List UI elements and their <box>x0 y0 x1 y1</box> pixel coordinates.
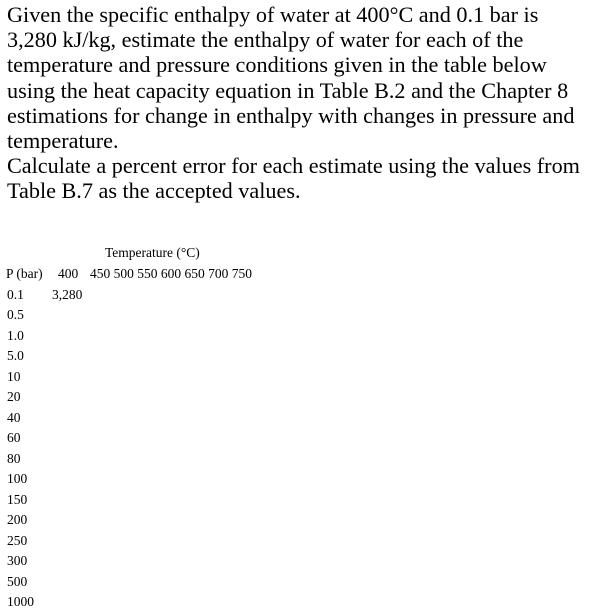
pressure-row-label: 500 <box>7 574 28 589</box>
pressure-row-label: 80 <box>7 451 21 466</box>
temperature-400-header: 400 <box>58 266 79 281</box>
pressure-row-label: 60 <box>7 430 21 445</box>
table-header-row <box>6 266 252 282</box>
pressure-row-label: 20 <box>7 389 21 404</box>
pressure-row-label: 100 <box>7 471 28 486</box>
pressure-row-label: 0.1 <box>7 287 24 302</box>
pressure-row-label: 10 <box>7 369 21 384</box>
problem-line: 3,280 kJ/kg, estimate the enthalpy of water for each of the <box>7 27 524 53</box>
pressure-row-label: 1.0 <box>7 328 24 343</box>
pressure-row-label: 1000 <box>7 594 34 609</box>
temperature-title: Temperature (°C) <box>105 245 200 260</box>
problem-line: Table B.7 as the accepted values. <box>7 178 301 204</box>
pressure-row-label: 150 <box>7 492 28 507</box>
pressure-row-label: 300 <box>7 553 28 568</box>
given-enthalpy-cell: 3,280 <box>52 287 83 302</box>
problem-line: estimations for change in enthalpy with changes in pressure and <box>7 102 575 128</box>
pressure-row-label: 250 <box>7 533 28 548</box>
problem-line: temperature. <box>7 128 119 154</box>
temperature-headers: 450 500 550 600 650 700 750 <box>90 266 252 281</box>
pressure-row-label: 0.5 <box>7 307 24 322</box>
pressure-row-label: 5.0 <box>7 348 24 363</box>
problem-line: Given the specific enthalpy of water at 400°C and 0.1 bar is <box>7 2 539 27</box>
problem-statement <box>7 2 607 204</box>
problem-line: Calculate a percent error for each estimate using the values from <box>7 153 580 179</box>
problem-line: temperature and pressure conditions given in the table below <box>7 52 547 78</box>
problem-line: using the heat capacity equation in Table B.2 and the Chapter 8 <box>7 77 569 103</box>
pressure-header: P (bar) <box>6 266 43 281</box>
pressure-row-label: 40 <box>7 410 21 425</box>
pressure-row-label: 200 <box>7 512 28 527</box>
